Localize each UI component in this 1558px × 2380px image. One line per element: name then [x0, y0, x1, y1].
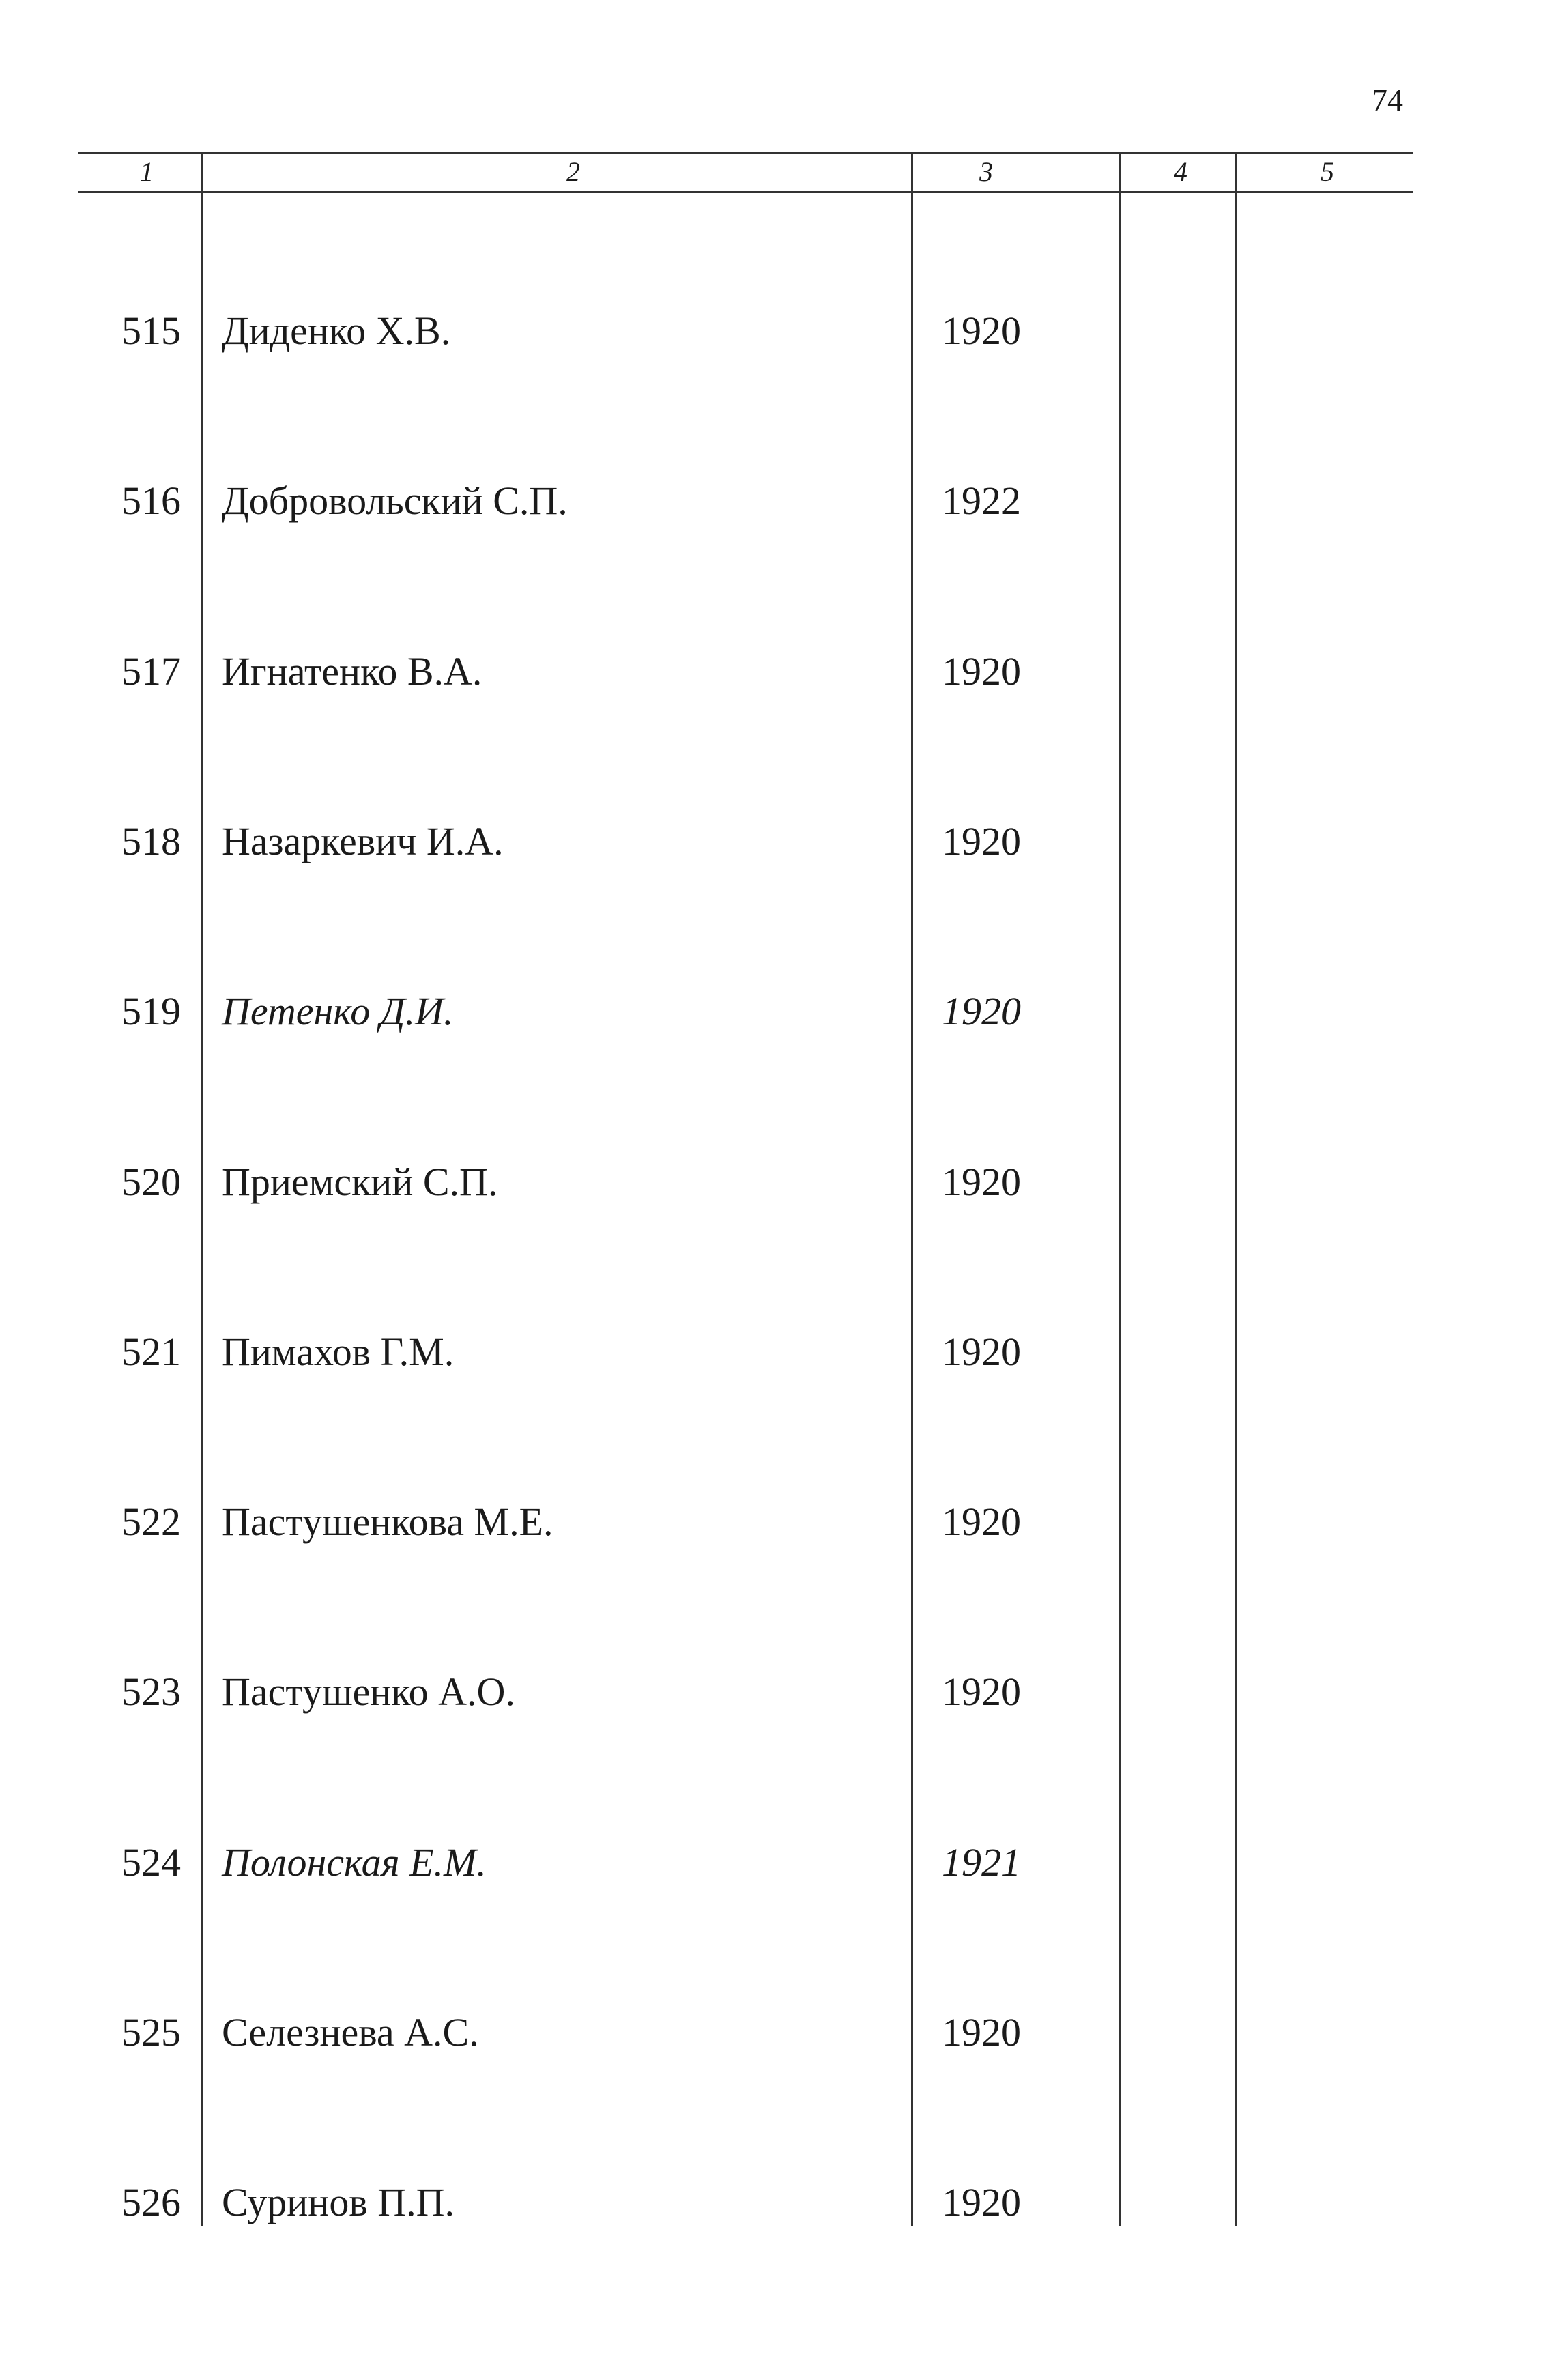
table-row: [0, 1488, 1558, 1556]
header-top-rule: [78, 152, 1413, 154]
birth-year: 1920: [942, 2180, 1021, 2224]
person-name: Пастушенко А.О.: [222, 1669, 515, 1714]
table-row: [0, 1658, 1558, 1726]
birth-year: 1920: [942, 309, 1021, 353]
birth-year: 1920: [942, 2010, 1021, 2054]
birth-year: 1920: [942, 1500, 1021, 1544]
row-number: 526: [121, 2180, 181, 2224]
table-row: [0, 977, 1558, 1046]
birth-year: 1920: [942, 1669, 1021, 1714]
table-row: [0, 1829, 1558, 1897]
row-number: 515: [121, 309, 181, 353]
person-name: Приемский С.П.: [222, 1160, 498, 1204]
row-number: 516: [121, 478, 181, 523]
birth-year: 1922: [942, 478, 1021, 523]
birth-year: 1921: [942, 1840, 1021, 1884]
row-number: 521: [121, 1330, 181, 1374]
person-name: Пимахов Г.М.: [222, 1330, 455, 1374]
column-header-2: 2: [566, 156, 580, 187]
table-row: [0, 2168, 1558, 2237]
header-bottom-rule: [78, 191, 1413, 193]
row-number: 518: [121, 819, 181, 863]
row-number: 523: [121, 1669, 181, 1714]
table-row: [0, 1148, 1558, 1216]
row-number: 519: [121, 989, 181, 1033]
table-row: [0, 1998, 1558, 2067]
person-name: Игнатенко В.А.: [222, 649, 482, 693]
person-name: Суринов П.П.: [222, 2180, 455, 2224]
page-number: 74: [1372, 83, 1403, 117]
column-header-4: 4: [1174, 156, 1187, 187]
person-name: Назаркевич И.А.: [222, 819, 504, 863]
row-number: 522: [121, 1500, 181, 1544]
table-row: [0, 467, 1558, 535]
birth-year: 1920: [942, 989, 1021, 1033]
birth-year: 1920: [942, 649, 1021, 693]
person-name: Диденко Х.В.: [222, 309, 451, 353]
column-header-5: 5: [1321, 156, 1334, 187]
person-name: Полонская Е.М.: [222, 1840, 487, 1884]
table-row: [0, 297, 1558, 365]
row-number: 520: [121, 1160, 181, 1204]
birth-year: 1920: [942, 1330, 1021, 1374]
birth-year: 1920: [942, 819, 1021, 863]
column-header-1: 1: [140, 156, 154, 187]
row-number: 525: [121, 2010, 181, 2054]
table-row: [0, 1318, 1558, 1386]
birth-year: 1920: [942, 1160, 1021, 1204]
person-name: Петенко Д.И.: [222, 989, 454, 1033]
row-number: 517: [121, 649, 181, 693]
table-row: [0, 637, 1558, 706]
column-header-3: 3: [979, 156, 993, 187]
person-name: Пастушенкова М.Е.: [222, 1500, 553, 1544]
person-name: Добровольский С.П.: [222, 478, 568, 523]
person-name: Селезнева А.С.: [222, 2010, 479, 2054]
row-number: 524: [121, 1840, 181, 1884]
table-row: [0, 807, 1558, 876]
